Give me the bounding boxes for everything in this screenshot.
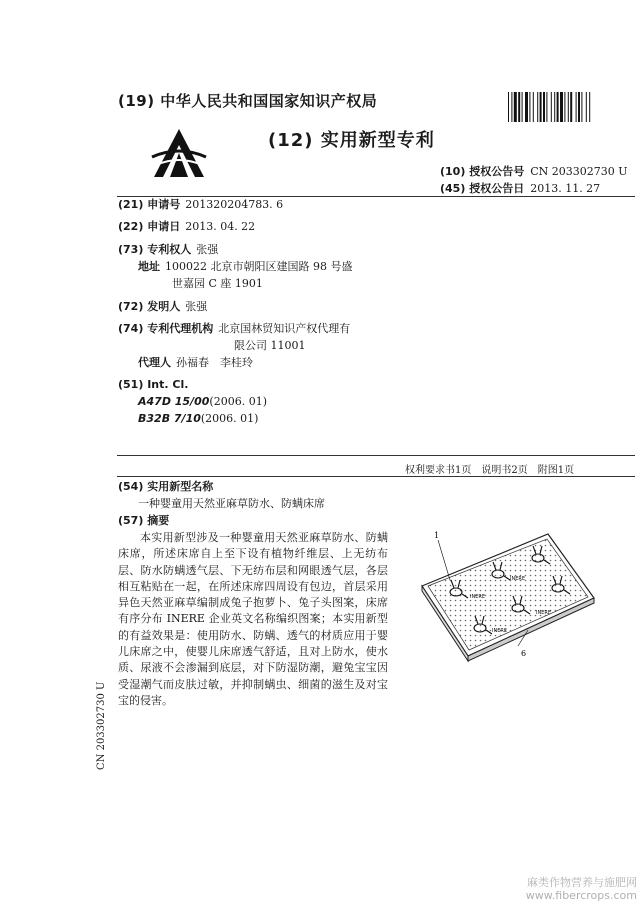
int-cl-row bbox=[118, 377, 188, 393]
int-cl-code: B32B 7/10 bbox=[138, 412, 201, 425]
publication-date-label: (45) 授权公告日 bbox=[440, 182, 525, 195]
address-line-2: 世嘉园 C 座 1901 bbox=[172, 277, 263, 290]
barcode-bar bbox=[568, 92, 569, 122]
site-watermark bbox=[526, 876, 637, 902]
agency-line-2: 限公司 11001 bbox=[234, 339, 306, 352]
brand-label: INERE bbox=[510, 576, 526, 582]
agency-row bbox=[118, 321, 350, 337]
agency-line-1: 北京国林贸知识产权代理有 bbox=[218, 322, 351, 335]
pages-bottom-divider bbox=[117, 476, 635, 477]
description-pages: 说明书2页 bbox=[481, 465, 528, 476]
barcode-bar bbox=[551, 92, 552, 122]
publication-number-label: (10) 授权公告号 bbox=[440, 165, 525, 178]
barcode-bar bbox=[525, 92, 528, 122]
barcode-bar bbox=[570, 92, 572, 122]
barcode-bar bbox=[514, 92, 517, 122]
publication-number: CN 203302730 U bbox=[530, 165, 628, 178]
agent-row bbox=[138, 355, 253, 371]
barcode-bar bbox=[518, 92, 520, 122]
agency-line-2-row bbox=[234, 338, 306, 354]
barcode-bar bbox=[586, 92, 587, 122]
address-line-1: 100022 北京市朝阳区建国路 98 号盛 bbox=[165, 260, 353, 273]
watermark-line-1: 麻类作物营养与施肥网 bbox=[527, 876, 637, 889]
barcode-bar bbox=[576, 92, 577, 122]
barcode-bar bbox=[560, 92, 563, 122]
int-cl-code: A47D 15/00 bbox=[138, 395, 210, 408]
side-publication-code: CN 203302730 U bbox=[96, 681, 107, 770]
agency-label: (74) 专利代理机构 bbox=[118, 322, 214, 335]
title-row bbox=[138, 496, 325, 512]
application-date: 2013. 04. 22 bbox=[185, 220, 256, 233]
inventor-label: (72) 发明人 bbox=[118, 300, 181, 313]
application-date-row bbox=[118, 219, 255, 235]
watermark-line-2: www.fibercrops.com bbox=[525, 889, 637, 902]
leader-line-1 bbox=[438, 540, 450, 580]
brand-label: INERE bbox=[470, 594, 486, 600]
utility-model-title: 一种婴童用天然亚麻草防水、防螨床席 bbox=[138, 497, 325, 510]
barcode-bar bbox=[529, 92, 530, 122]
application-number: 201320204783. 6 bbox=[185, 198, 284, 211]
abstract-label: (57) 摘要 bbox=[118, 514, 170, 527]
inventor-name: 张强 bbox=[185, 300, 208, 313]
int-cl-version: (2006. 01) bbox=[209, 395, 267, 408]
barcode-bar bbox=[540, 92, 542, 122]
office-name: (19) 中华人民共和国国家知识产权局 bbox=[118, 92, 378, 110]
cnipa-logo bbox=[150, 127, 208, 179]
address-line-2-row bbox=[172, 276, 263, 292]
application-number-label: (21) 申请号 bbox=[118, 198, 181, 211]
page-counts bbox=[405, 461, 584, 476]
barcode-bar bbox=[581, 92, 582, 122]
publication-date: 2013. 11. 27 bbox=[530, 182, 601, 195]
claims-pages: 权利要求书1页 bbox=[405, 465, 472, 476]
barcode-bar bbox=[554, 92, 555, 122]
owner-row bbox=[118, 242, 218, 258]
mat-drawing bbox=[418, 528, 598, 678]
barcode-bar bbox=[511, 92, 512, 122]
publication-number-row bbox=[440, 163, 628, 179]
barcode-bar bbox=[589, 92, 590, 122]
barcode-bar bbox=[564, 92, 565, 122]
abstract-text: 本实用新型涉及一种婴童用天然亚麻草防水、防螨床席，所述床席自上至下设有植物纤维层、上无纺布层、防水防螨透气层、下无纺布层和网眼透气层，各层相互粘贴在一起，在所述床席四周设有包边，首层采用异色天然亚麻草编制成兔子抱萝卜、兔子头图案，床席有序分布 INERE 企业英文名称编织图案；本实用新型的有益效果是：使用防水、防螨、透气的材质应用于婴儿床席之中，使婴儿床席透气舒适，且对上防水，使水质、尿液不会渗漏到底层，对下防湿防潮，避兔宝宝因受湿潮气而皮肤过敏，并抑制螨虫、细菌的滋生及对宝宝的侵害。 bbox=[118, 531, 388, 707]
brand-label: INERE bbox=[536, 610, 552, 616]
int-cl-version: (2006. 01) bbox=[200, 412, 259, 425]
int-cl-item bbox=[138, 394, 267, 410]
int-cl-item bbox=[138, 411, 258, 427]
barcode-bar bbox=[578, 92, 580, 122]
owner-label: (73) 专利权人 bbox=[118, 243, 192, 256]
reference-numeral-6: 6 bbox=[521, 649, 527, 658]
pages-top-divider bbox=[117, 455, 635, 456]
title-label-row bbox=[118, 479, 213, 495]
barcode-bar bbox=[537, 92, 538, 122]
inventor-row bbox=[118, 299, 207, 315]
publication-date-row bbox=[440, 180, 600, 196]
application-date-label: (22) 申请日 bbox=[118, 220, 181, 233]
agent-label: 代理人 bbox=[138, 356, 171, 369]
application-number-row bbox=[118, 197, 283, 213]
barcode-bar bbox=[533, 92, 534, 122]
address-label: 地址 bbox=[138, 260, 160, 273]
brand-label: INERE bbox=[492, 628, 508, 634]
address-row bbox=[138, 259, 352, 275]
barcode-bar bbox=[508, 92, 509, 122]
document-type: (12) 实用新型专利 bbox=[268, 130, 435, 151]
mat-outline bbox=[422, 534, 594, 661]
owner-name: 张强 bbox=[196, 243, 219, 256]
barcode-bar bbox=[557, 92, 559, 122]
barcode-bar bbox=[522, 92, 523, 122]
barcode bbox=[508, 92, 636, 122]
title-label: (54) 实用新型名称 bbox=[118, 480, 214, 493]
barcode-bar bbox=[543, 92, 545, 122]
agent-names: 孙福春 李桂玲 bbox=[176, 356, 253, 369]
reference-numeral-1: 1 bbox=[434, 531, 440, 540]
drawing-pages: 附图1页 bbox=[537, 465, 575, 476]
abstract-label-row bbox=[118, 513, 169, 529]
int-cl-label: (51) Int. Cl. bbox=[118, 378, 189, 391]
barcode-bar bbox=[546, 92, 547, 122]
